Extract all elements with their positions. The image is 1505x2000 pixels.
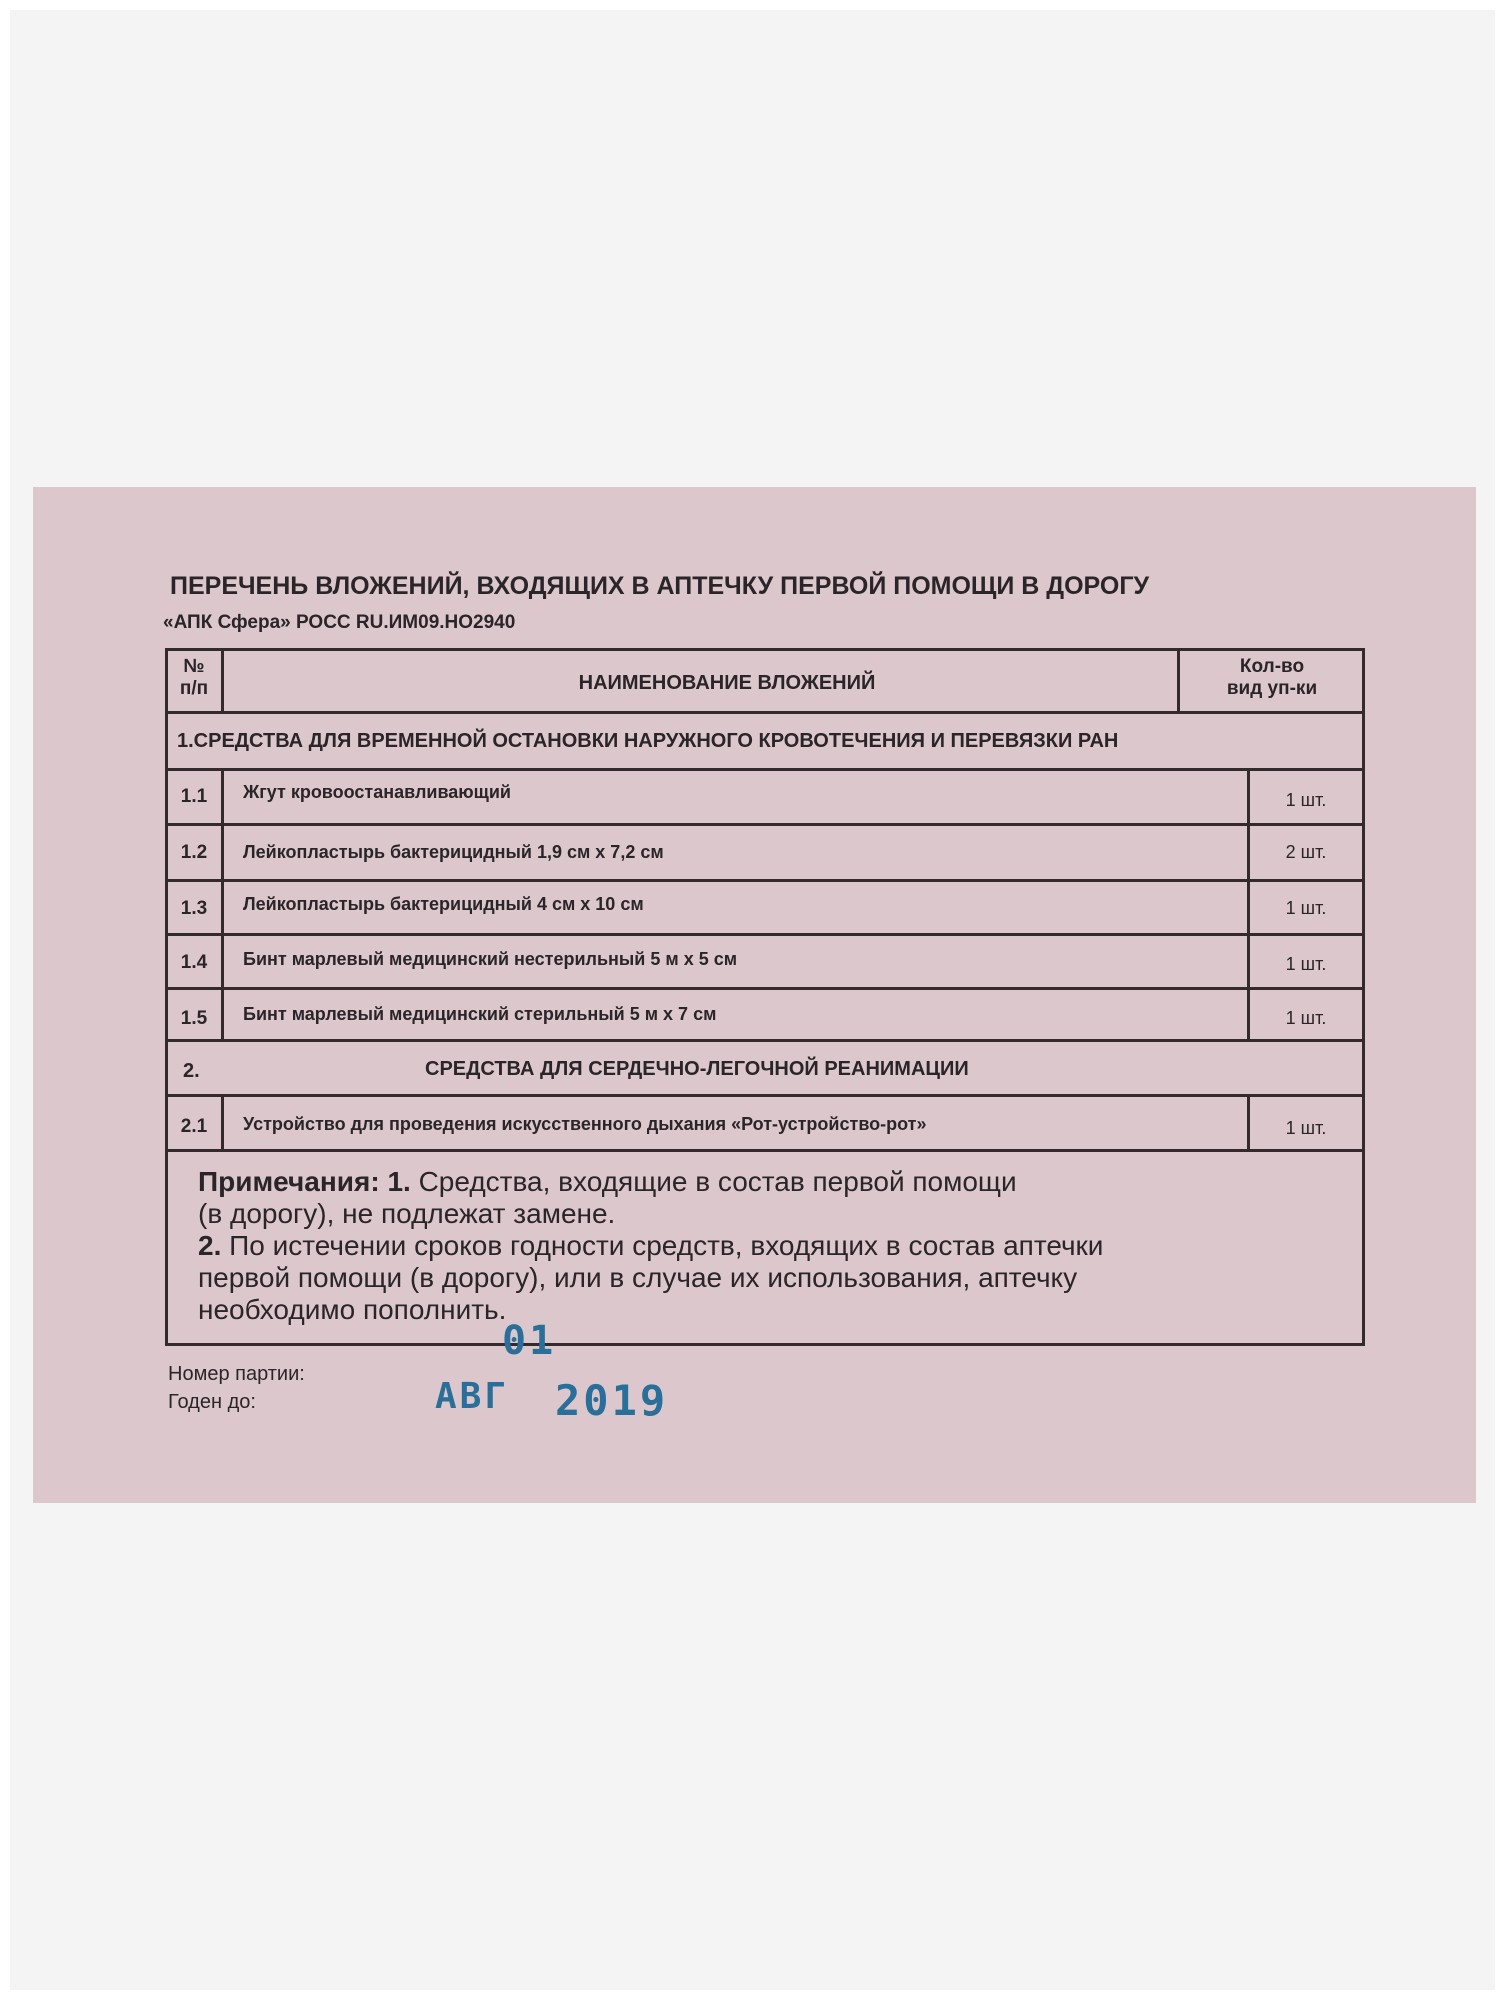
batch-number-label: Номер партии:: [168, 1363, 305, 1385]
header-quantity-line2: вид уп-ки: [1226, 678, 1318, 699]
note-2-text-b: первой помощи (в дорогу), или в случае их использования, аптечку: [198, 1262, 1078, 1293]
header-number: [165, 656, 223, 700]
row-line-2: [165, 879, 1365, 882]
header-bottom-line: [165, 711, 1365, 714]
expiry-date-label: Годен до:: [168, 1391, 256, 1413]
item-quantity: 1 шт.: [1285, 1008, 1327, 1028]
header-quantity: [1179, 656, 1365, 700]
note-2-line-1: [198, 1230, 1348, 1262]
stamp-year: 2019: [555, 1376, 669, 1425]
table-border-top: [165, 648, 1365, 651]
item-number: 1.4: [180, 952, 208, 973]
note-1-number: 1.: [387, 1166, 411, 1197]
item-number: 1.5: [180, 1008, 208, 1029]
item-quantity: 2 шт.: [1285, 842, 1327, 862]
item-name: Жгут кровоостанавливающий: [243, 782, 511, 802]
item-quantity: 1 шт.: [1285, 1118, 1327, 1138]
section1-bottom-line: [165, 768, 1365, 771]
table-border-bottom: [165, 1343, 1365, 1346]
item-quantity: 1 шт.: [1285, 790, 1327, 810]
row-line-5: [165, 1039, 1365, 1042]
item-name: Устройство для проведения искусственного дыхания «Рот-устройство-рот»: [243, 1114, 927, 1134]
item-quantity: 1 шт.: [1285, 954, 1327, 974]
stamp-day: 01: [502, 1318, 557, 1364]
header-quantity-line1: Кол-во: [1239, 656, 1305, 677]
item-name: Лейкопластырь бактерицидный 1,9 см х 7,2 см: [243, 842, 664, 862]
note-1-text-b: (в дорогу), не подлежат замене.: [198, 1198, 616, 1229]
note-2-text-a: По истечении сроков годности средств, входящих в состав аптечки: [229, 1230, 1104, 1261]
notes-block: [198, 1166, 1348, 1326]
header-number-line1: №: [183, 656, 205, 677]
section1-label: 1.СРЕДСТВА ДЛЯ ВРЕМЕННОЙ ОСТАНОВКИ НАРУЖНОГО КРОВОТЕЧЕНИЯ И ПЕРЕВЯЗКИ РАН: [177, 730, 1119, 752]
item-name: Бинт марлевый медицинский нестерильный 5 м х 5 см: [243, 949, 738, 969]
item-number: 1.2: [180, 842, 208, 863]
item-number: 1.3: [180, 898, 208, 919]
row-line-4: [165, 987, 1365, 990]
item-number: 1.1: [180, 786, 208, 807]
note-2-number: 2.: [198, 1230, 222, 1261]
section2-label: СРЕДСТВА ДЛЯ СЕРДЕЧНО-ЛЕГОЧНОЙ РЕАНИМАЦИИ: [425, 1058, 969, 1080]
note-1-line-1: [198, 1166, 1348, 1198]
document-subtitle: «АПК Сфера» РОСС RU.ИМ09.НО2940: [163, 612, 516, 633]
section2-bottom-line: [165, 1094, 1365, 1097]
item21-bottom-line: [165, 1149, 1365, 1152]
header-number-line2: п/п: [179, 678, 209, 699]
item-name: Лейкопластырь бактерицидный 4 см х 10 см: [243, 894, 644, 914]
header-name: НАИМЕНОВАНИЕ ВЛОЖЕНИЙ: [578, 672, 876, 694]
items-quantity-divider: [1247, 768, 1250, 1042]
note-2-text-c: необходимо пополнить.: [198, 1294, 507, 1325]
item-quantity: 1 шт.: [1285, 898, 1327, 918]
section2-number: 2.: [183, 1060, 200, 1082]
item-name: Бинт марлевый медицинский стерильный 5 м х 7 см: [243, 1004, 717, 1024]
notes-heading: Примечания:: [198, 1166, 380, 1197]
document-title: ПЕРЕЧЕНЬ ВЛОЖЕНИЙ, ВХОДЯЩИХ В АПТЕЧКУ ПЕРВОЙ ПОМОЩИ В ДОРОГУ: [170, 572, 1150, 600]
table-border-right: [1362, 648, 1365, 1346]
note-1-text-a: Средства, входящие в состав первой помощи: [418, 1166, 1017, 1197]
row-line-3: [165, 933, 1365, 936]
item-number: 2.1: [180, 1116, 208, 1137]
row-line-1: [165, 823, 1365, 826]
item21-quantity-divider: [1247, 1094, 1250, 1152]
stamp-month: АВГ: [435, 1376, 510, 1417]
table-border-left: [165, 648, 168, 1346]
